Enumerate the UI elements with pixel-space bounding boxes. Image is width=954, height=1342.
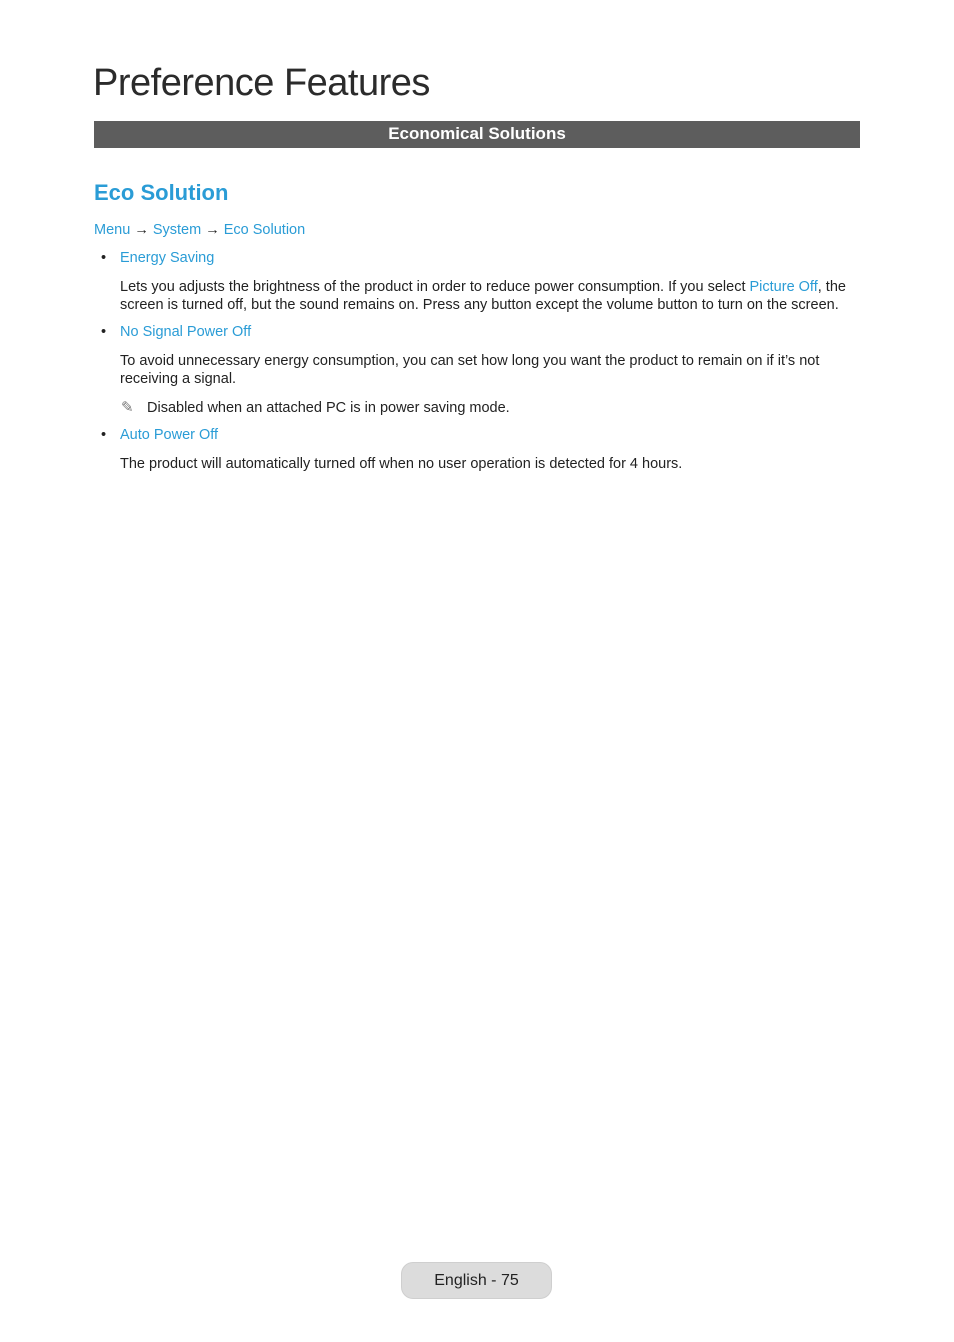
energy-saving-desc-text: Lets you adjusts the brightness of the product in order to reduce power consumption. If you select	[120, 279, 750, 295]
no-signal-note-text: Disabled when an attached PC is in power saving mode.	[147, 400, 510, 416]
breadcrumb-menu[interactable]: Menu	[94, 222, 131, 238]
breadcrumb-eco-solution[interactable]: Eco Solution	[223, 222, 306, 238]
breadcrumb	[94, 222, 305, 238]
list-item-auto-power-off	[101, 427, 218, 443]
auto-power-off-description: The product will automatically turned off when no user operation is detected for 4 hours.	[120, 456, 683, 472]
energy-saving-description	[120, 278, 855, 314]
section-heading: Eco Solution	[94, 180, 229, 205]
breadcrumb-arrow-icon: →	[205, 222, 220, 238]
bullet-icon: •	[101, 324, 107, 340]
no-signal-note	[121, 398, 510, 416]
section-header-bar: Economical Solutions	[94, 121, 860, 148]
energy-saving-link[interactable]: Energy Saving	[120, 250, 215, 266]
page-number-badge: English - 75	[401, 1262, 552, 1299]
breadcrumb-arrow-icon: →	[134, 222, 149, 238]
bullet-icon: •	[101, 427, 107, 443]
auto-power-off-link[interactable]: Auto Power Off	[120, 427, 219, 443]
picture-off-link[interactable]: Picture Off	[749, 279, 818, 295]
list-item-energy-saving	[101, 250, 214, 266]
no-signal-power-off-description: To avoid unnecessary energy consumption, you can set how long you want the product to remain on if it’s not receiving a signal.	[120, 353, 820, 387]
page-title: Preference Features	[93, 62, 430, 104]
list-item-no-signal-power-off	[101, 324, 251, 340]
bullet-icon: •	[101, 250, 107, 266]
energy-saving-desc-text-end: , the screen is turned off, but the sound remains on. Press any button except the volume button to turn on the screen.	[120, 279, 846, 313]
breadcrumb-system[interactable]: System	[152, 222, 202, 238]
no-signal-power-off-link[interactable]: No Signal Power Off	[120, 324, 252, 340]
pencil-note-icon: ✎	[121, 399, 134, 416]
